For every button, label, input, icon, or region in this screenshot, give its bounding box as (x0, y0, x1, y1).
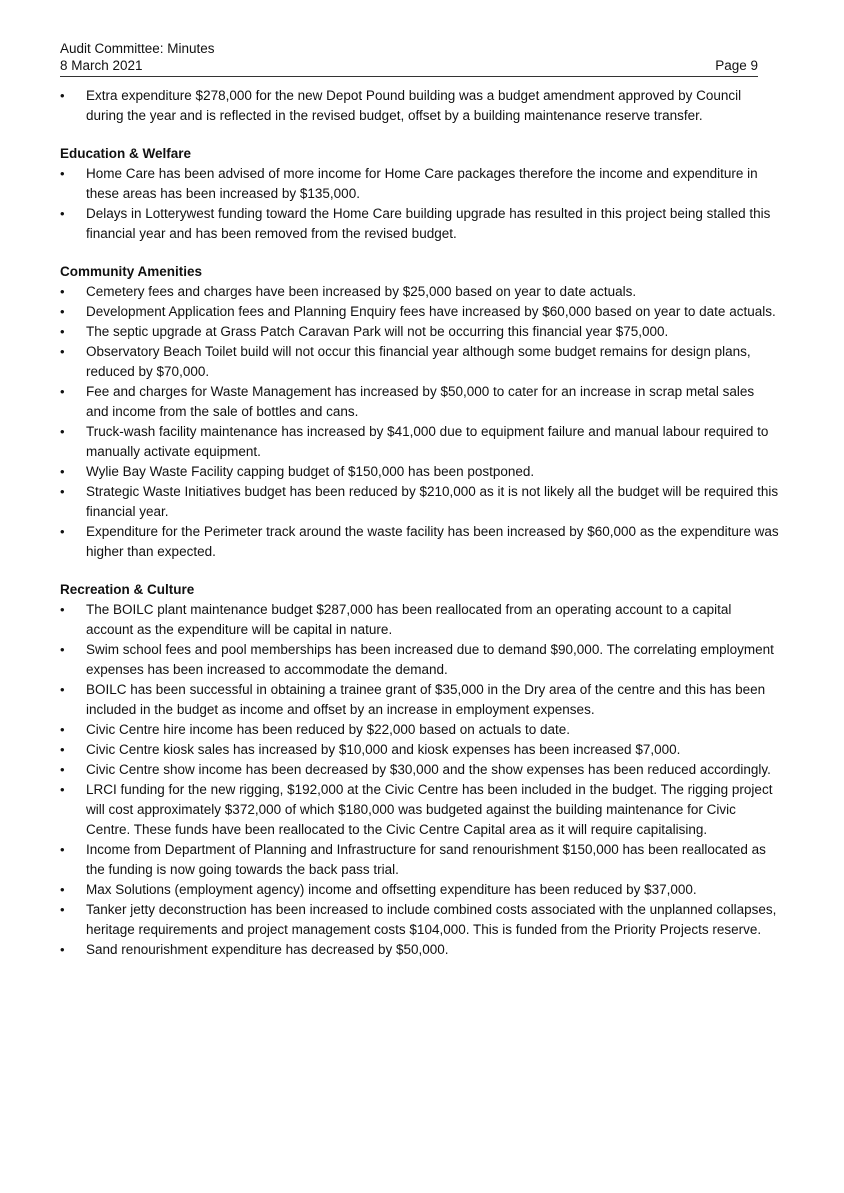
bullet-item: • Civic Centre hire income has been reduced by $22,000 based on actuals to date. (60, 720, 780, 740)
section-recreation-culture (60, 580, 780, 960)
intro-section (60, 86, 780, 126)
bullet-item: • Civic Centre show income has been decreased by $30,000 and the show expenses has been reduced accordingly. (60, 760, 780, 780)
bullet-item: • Truck-wash facility maintenance has increased by $41,000 due to equipment failure and manual labour required to manually activate equipment. (60, 422, 780, 462)
document-title: Audit Committee: Minutes (60, 41, 215, 56)
bullet-item: • Observatory Beach Toilet build will not occur this financial year although some budget remains for design plans, reduced by $70,000. (60, 342, 780, 382)
bullet-item: • Sand renourishment expenditure has decreased by $50,000. (60, 940, 780, 960)
bullet-item: • Max Solutions (employment agency) income and offsetting expenditure has been reduced by $37,000. (60, 880, 780, 900)
bullet-item: • The BOILC plant maintenance budget $287,000 has been reallocated from an operating account to a capital account as the expenditure will be capital in nature. (60, 600, 780, 640)
header-date-line (60, 57, 758, 74)
section-education-welfare (60, 144, 780, 244)
section-heading: Recreation & Culture (60, 582, 195, 597)
budget-sections (60, 144, 780, 960)
bullet-item: • Cemetery fees and charges have been increased by $25,000 based on year to date actuals. (60, 282, 780, 302)
bullet-item: • Expenditure for the Perimeter track around the waste facility has been increased by $60,000 as the expenditure was higher than expected. (60, 522, 780, 562)
bullet-list (60, 164, 780, 244)
bullet-item: • Extra expenditure $278,000 for the new Depot Pound building was a budget amendment approved by Council during the year and is reflected in the revised budget, offset by a building maintenance reserve transfer. (60, 86, 780, 126)
section-heading: Education & Welfare (60, 146, 192, 161)
bullet-item: • Civic Centre kiosk sales has increased by $10,000 and kiosk expenses has been increased $7,000. (60, 740, 780, 760)
bullet-item: • Home Care has been advised of more income for Home Care packages therefore the income and expenditure in these areas has been increased by $135,000. (60, 164, 780, 204)
document-date: 8 March 2021 (60, 58, 143, 73)
bullet-item: • The septic upgrade at Grass Patch Caravan Park will not be occurring this financial year $75,000. (60, 322, 780, 342)
bullet-item: • Delays in Lotterywest funding toward the Home Care building upgrade has resulted in this project being stalled this financial year and has been removed from the revised budget. (60, 204, 780, 244)
minutes-content (60, 86, 780, 978)
bullet-item: • Fee and charges for Waste Management has increased by $50,000 to cater for an increase in scrap metal sales and income from the sale of bottles and cans. (60, 382, 780, 422)
header-divider (60, 76, 758, 77)
bullet-list (60, 600, 780, 960)
page-header (60, 40, 758, 74)
bullet-list (60, 282, 780, 562)
section-community-amenities (60, 262, 780, 562)
bullet-item: • Wylie Bay Waste Facility capping budget of $150,000 has been postponed. (60, 462, 780, 482)
intro-bullet-list (60, 86, 780, 126)
bullet-item: • Development Application fees and Planning Enquiry fees have increased by $60,000 based on year to date actuals. (60, 302, 780, 322)
page-number: Page 9 (715, 58, 758, 73)
bullet-item: • Tanker jetty deconstruction has been increased to include combined costs associated with the unplanned collapses, heritage requirements and project management costs $104,000. This is funded from the Priority Projects reserve. (60, 900, 780, 940)
bullet-item: • LRCI funding for the new rigging, $192,000 at the Civic Centre has been included in the budget. The rigging project will cost approximately $372,000 of which $180,000 was budgeted against the building maintenance for Civic Centre. These funds have been reallocated to the Civic Centre Capital area as it will require capitalising. (60, 780, 780, 840)
bullet-item: • Income from Department of Planning and Infrastructure for sand renourishment $150,000 has been reallocated as the funding is now going towards the back pass trial. (60, 840, 780, 880)
bullet-item: • Swim school fees and pool memberships has been increased due to demand $90,000. The correlating employment expenses has been increased to accommodate the demand. (60, 640, 780, 680)
section-heading: Community Amenities (60, 264, 203, 279)
bullet-item: • BOILC has been successful in obtaining a trainee grant of $35,000 in the Dry area of the centre and this has been included in the budget as income and offset by an increase in employment expenses. (60, 680, 780, 720)
bullet-item: • Strategic Waste Initiatives budget has been reduced by $210,000 as it is not likely all the budget will be required this financial year. (60, 482, 780, 522)
